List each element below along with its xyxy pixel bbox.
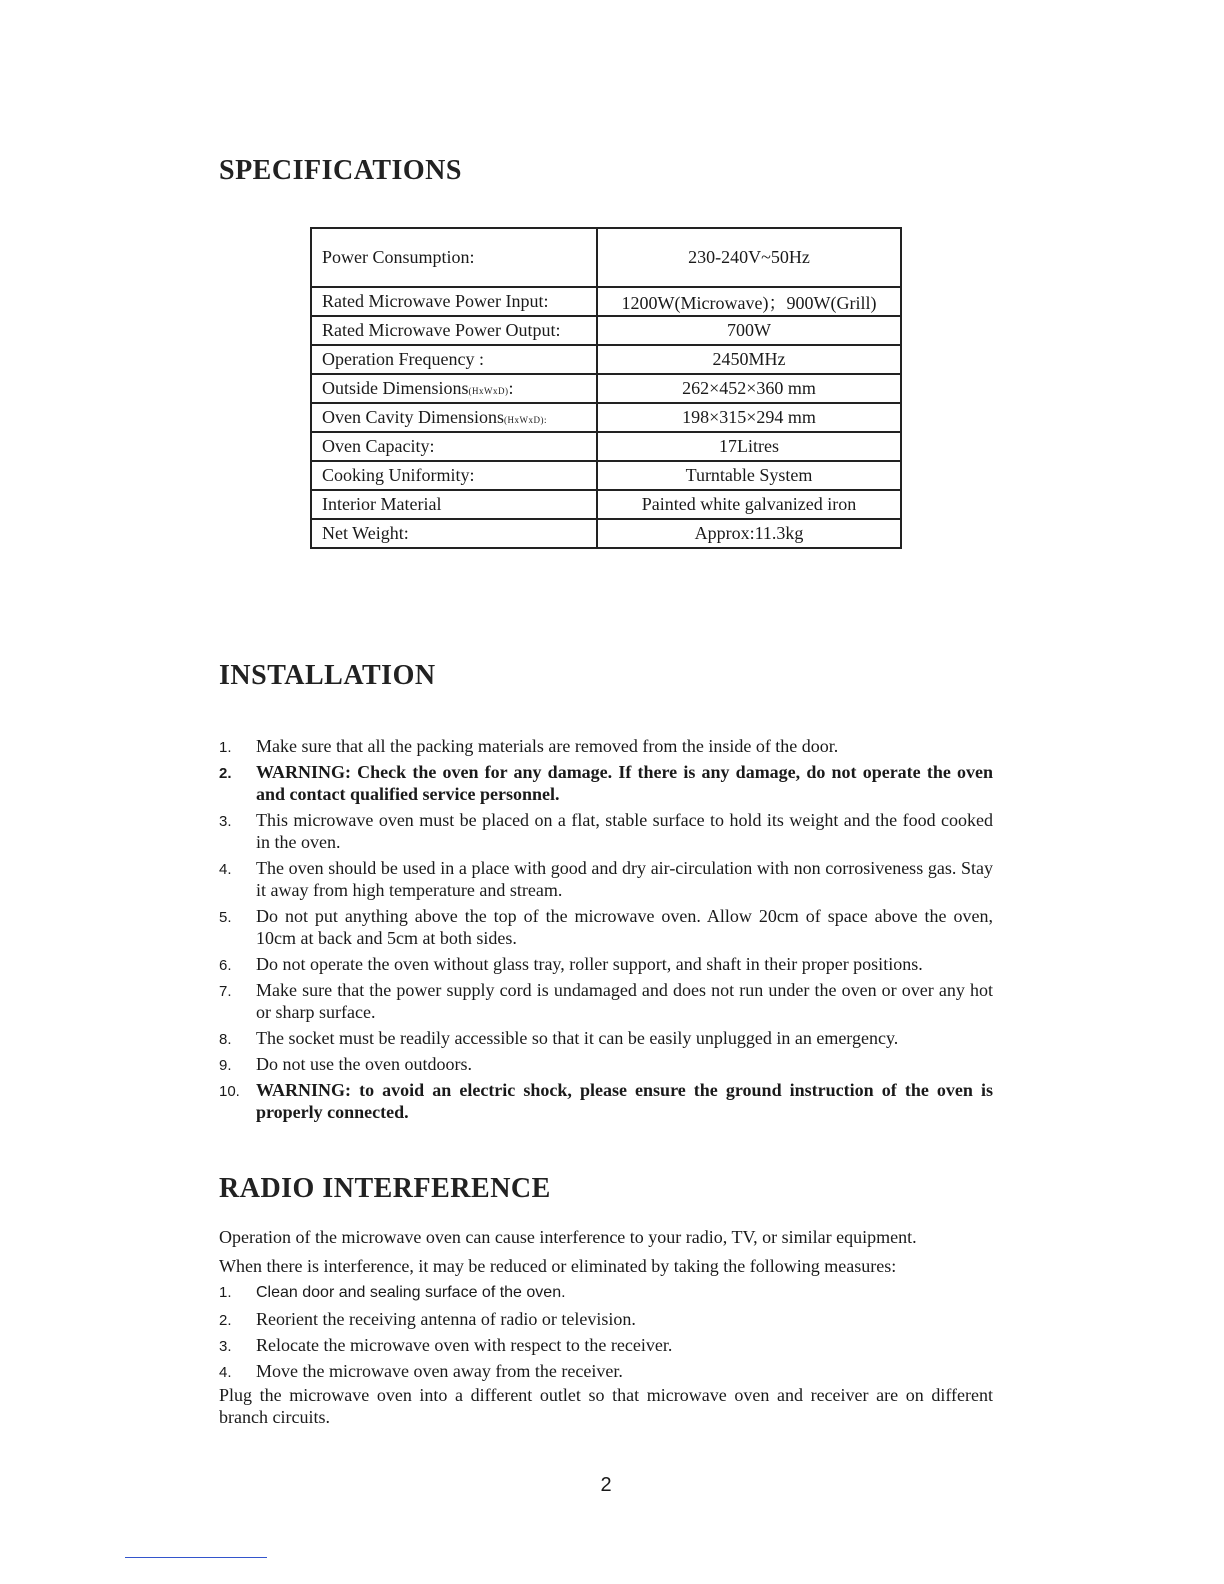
table-row: [311, 519, 901, 548]
list-text: Do not operate the oven without glass tray, roller support, and shaft in their proper positions.: [256, 954, 923, 974]
list-text: Move the microwave oven away from the receiver.: [256, 1361, 623, 1381]
list-number: 8.: [219, 1031, 232, 1048]
list-text: Do not use the oven outdoors.: [256, 1054, 472, 1074]
spec-value: 230-240V~50Hz: [597, 228, 901, 287]
table-row: [311, 461, 901, 490]
spec-value: Turntable System: [597, 461, 901, 490]
list-text: This microwave oven must be placed on a flat, stable surface to hold its weight and the food cooked in the oven.: [256, 810, 993, 852]
list-item: [219, 1334, 993, 1356]
list-number: 3.: [219, 1338, 232, 1355]
spec-label-suffix: :: [508, 378, 514, 398]
list-item: [219, 1280, 993, 1304]
spec-value: 17Litres: [597, 432, 901, 461]
list-item: [219, 857, 993, 901]
list-text: Do not put anything above the top of the microwave oven. Allow 20cm of space above the oven, 10cm at back and 5cm at both sides.: [256, 906, 993, 948]
list-number: 4.: [219, 1364, 232, 1381]
spec-label: Cooking Uniformity:: [311, 461, 597, 490]
spec-label: Outside Dimensions: [322, 378, 469, 398]
list-text: WARNING: to avoid an electric shock, please ensure the ground instruction of the oven is properly connected.: [256, 1080, 993, 1122]
specifications-heading: SPECIFICATIONS: [219, 155, 462, 186]
list-item: [219, 1053, 993, 1075]
spec-label: Oven Cavity Dimensions: [322, 407, 504, 427]
list-number: 2.: [219, 765, 232, 782]
spec-label: Interior Material: [311, 490, 597, 519]
spec-label-cell: [311, 403, 597, 432]
spec-label-unit: (HxWxD): [468, 386, 509, 396]
list-text: WARNING: Check the oven for any damage. If there is any damage, do not operate the oven and contact qualified service personnel.: [256, 762, 993, 804]
spec-value: 1200W(Microwave)；900W(Grill): [597, 287, 901, 316]
list-number: 2.: [219, 1312, 232, 1329]
spec-label: Rated Microwave Power Output:: [311, 316, 597, 345]
list-number: 10.: [219, 1083, 240, 1100]
list-item: [219, 953, 993, 975]
list-text: Reorient the receiving antenna of radio or television.: [256, 1309, 636, 1329]
table-row: [311, 403, 901, 432]
list-item: [219, 1360, 993, 1382]
table-row: [311, 345, 901, 374]
installation-heading: INSTALLATION: [219, 660, 436, 691]
list-number: 9.: [219, 1057, 232, 1074]
list-text: Relocate the microwave oven with respect to the receiver.: [256, 1335, 673, 1355]
list-text: The socket must be readily accessible so that it can be easily unplugged in an emergency.: [256, 1028, 899, 1048]
page-number: 2: [600, 1474, 612, 1496]
spec-value: 2450MHz: [597, 345, 901, 374]
radio-interference-heading: RADIO INTERFERENCE: [219, 1173, 551, 1204]
spec-label: Rated Microwave Power Input:: [311, 287, 597, 316]
list-text: The oven should be used in a place with good and dry air-circulation with non corrosiveness gas. Stay it away from high temperature and stream.: [256, 858, 993, 900]
list-number: 1.: [219, 1284, 232, 1301]
radio-closing-paragraph: Plug the microwave oven into a different outlet so that microwave oven and receiver are on different branch circuits.: [219, 1385, 993, 1427]
spec-label-cell: [311, 374, 597, 403]
list-number: 5.: [219, 909, 232, 926]
specifications-table: [310, 227, 902, 549]
list-item: [219, 1308, 993, 1330]
list-number: 4.: [219, 861, 232, 878]
spec-label-unit: (HxWxD):: [504, 415, 547, 425]
radio-intro-paragraph: When there is interference, it may be reduced or eliminated by taking the following measures:: [219, 1256, 897, 1276]
list-item-warning: [219, 1079, 993, 1123]
spec-label: Oven Capacity:: [311, 432, 597, 461]
table-row: [311, 287, 901, 316]
list-item-warning: [219, 761, 993, 805]
table-row: [311, 316, 901, 345]
table-row: [311, 490, 901, 519]
list-item: [219, 1027, 993, 1049]
radio-measures-list: [219, 1280, 993, 1386]
list-number: 6.: [219, 957, 232, 974]
footer-rule: [125, 1557, 267, 1558]
spec-value: Painted white galvanized iron: [597, 490, 901, 519]
installation-list: [219, 735, 993, 1127]
list-item: [219, 735, 993, 757]
spec-value: 700W: [597, 316, 901, 345]
table-row: [311, 432, 901, 461]
spec-label: Operation Frequency :: [311, 345, 597, 374]
list-number: 7.: [219, 983, 232, 1000]
list-text: Make sure that the power supply cord is undamaged and does not run under the oven or over any hot or sharp surface.: [256, 980, 993, 1022]
list-item: [219, 905, 993, 949]
list-item: [219, 809, 993, 853]
spec-label: Net Weight:: [311, 519, 597, 548]
spec-label: Power Consumption:: [311, 228, 597, 287]
list-text: Clean door and sealing surface of the oven.: [256, 1284, 566, 1301]
list-number: 1.: [219, 739, 232, 756]
spec-value: 198×315×294 mm: [597, 403, 901, 432]
spec-value: Approx:11.3kg: [597, 519, 901, 548]
table-row: [311, 374, 901, 403]
list-item: [219, 979, 993, 1023]
list-number: 3.: [219, 813, 232, 830]
list-text: Make sure that all the packing materials are removed from the inside of the door.: [256, 736, 839, 756]
spec-value: 262×452×360 mm: [597, 374, 901, 403]
radio-intro-paragraph: Operation of the microwave oven can cause interference to your radio, TV, or similar equipment.: [219, 1227, 917, 1247]
table-row: [311, 228, 901, 287]
